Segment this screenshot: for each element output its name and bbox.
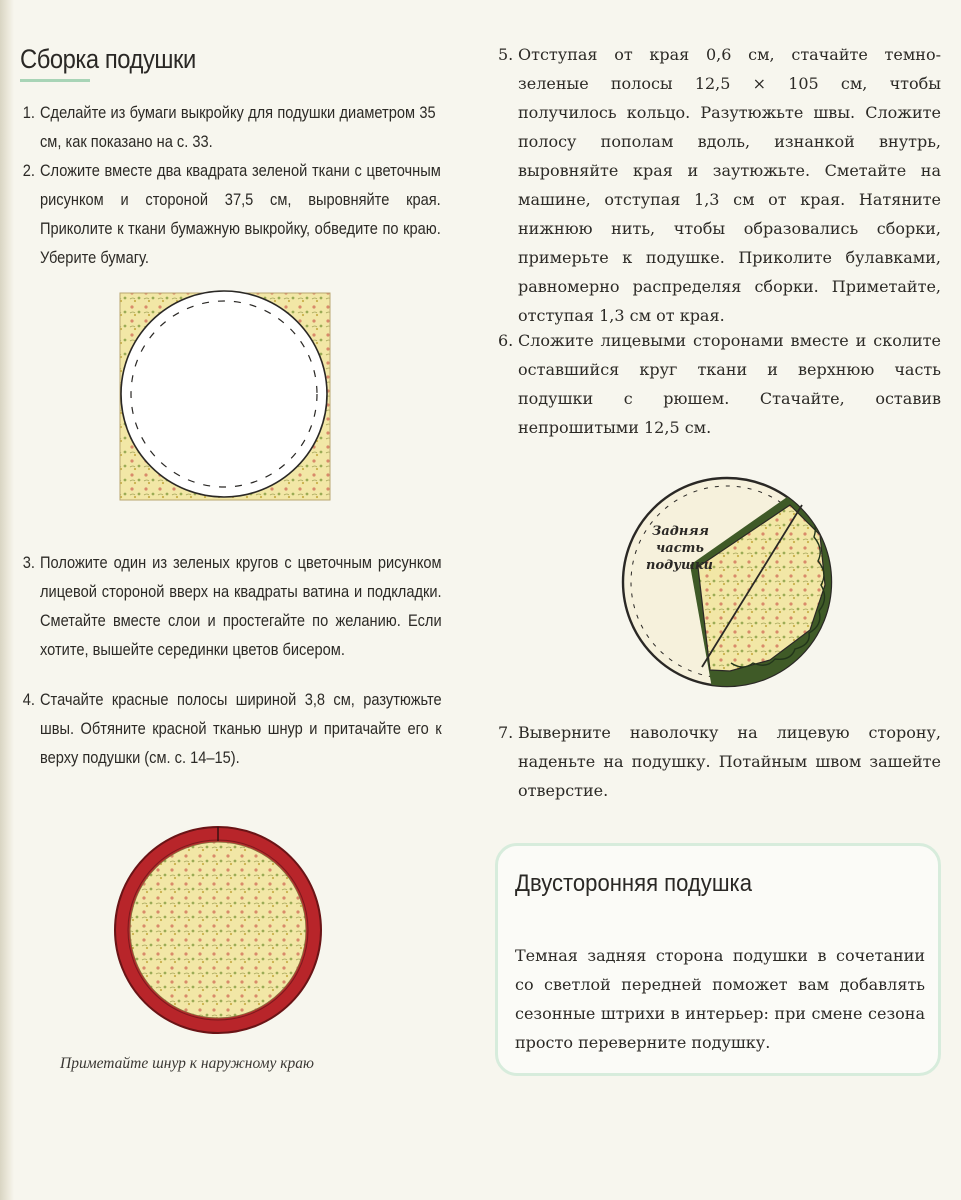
step-number: 7. [498, 723, 514, 742]
step-7 [498, 718, 941, 805]
step-text: Сложите вместе два квадрата зеленой ткани с цветочным рисунком и стороной 37,5 см, выровняйте края. Приколите к ткани бумажную выкройку, обведите по краю. Уберите бумагу. [40, 161, 441, 267]
step-number: 4. [22, 690, 36, 709]
title-underline [20, 79, 90, 82]
piped-circle-figure [113, 825, 323, 1035]
tip-title: Двусторонняя подушка [515, 870, 752, 897]
tip-box [495, 843, 941, 1076]
figure-label: подушки [646, 558, 713, 573]
page-binding-shadow [0, 0, 14, 1200]
step-text: Положите один из зеленых кругов с цветочным рисунком лицевой стороной вверх на квадраты ватина и подкладки. Сметайте вместе слои и простегайте по желанию. Если хотите, вышейте серединки цветов бисером. [40, 553, 442, 659]
step-number: 3. [22, 553, 36, 572]
step-text: Стачайте красные полосы шириной 3,8 см, разутюжьте швы. Обтяните красной тканью шнур и притачайте его к верху подушки (см. с. 14–15). [40, 690, 442, 767]
step-text: Сделайте из бумаги выкройку для подушки диаметром 35 см, как показано на с. 33. [40, 103, 436, 151]
step-number: 2. [22, 161, 36, 180]
figure-label: Задняя [652, 524, 710, 539]
fabric-square-figure [115, 290, 335, 510]
step-2 [22, 156, 441, 272]
step-text: Отступая от края 0,6 см, стачайте темно-зеленые полосы 12,5 × 105 см, чтобы получилось кольцо. Разутюжьте швы. Сложите полосу пополам вдоль, изнанкой внутрь, выровняйте края и заутюжьте. Сметайте на машине, отступая 1,3 см от края. Натяните нижнюю нить, чтобы образовались сборки, примерьте к подушке. Приколите булавками, равномерно распределяя сборки. Приметайте, отступая 1,3 см от края. [518, 45, 941, 325]
back-cover-figure [620, 475, 835, 690]
fabric-circle [130, 842, 306, 1018]
step-number: 6. [498, 331, 514, 350]
step-6 [498, 326, 941, 442]
page-title: Сборка подушки [20, 44, 196, 74]
step-5 [498, 40, 941, 330]
circle-pattern [121, 291, 327, 497]
step-1 [22, 98, 436, 156]
tip-text: Темная задняя сторона подушки в сочетании со светлой передней поможет вам добавлять сезонные штрихи в интерьер: при смене сезона просто переверните подушку. [515, 946, 925, 1052]
step-number: 1. [22, 103, 36, 122]
step-text: Сложите лицевыми сторонами вместе и сколите оставшийся круг ткани и верхнюю часть подушки с рюшем. Стачайте, оставив непрошитыми 12,5 см. [518, 331, 941, 437]
step-number: 5. [498, 45, 514, 64]
step-text: Выверните наволочку на лицевую сторону, наденьте на подушку. Потайным швом зашейте отверстие. [518, 723, 941, 800]
step-4 [22, 685, 442, 772]
figure-caption: Приметайте шнур к наружному краю [60, 1055, 314, 1072]
step-3 [22, 548, 442, 664]
figure-label: часть [656, 541, 704, 556]
